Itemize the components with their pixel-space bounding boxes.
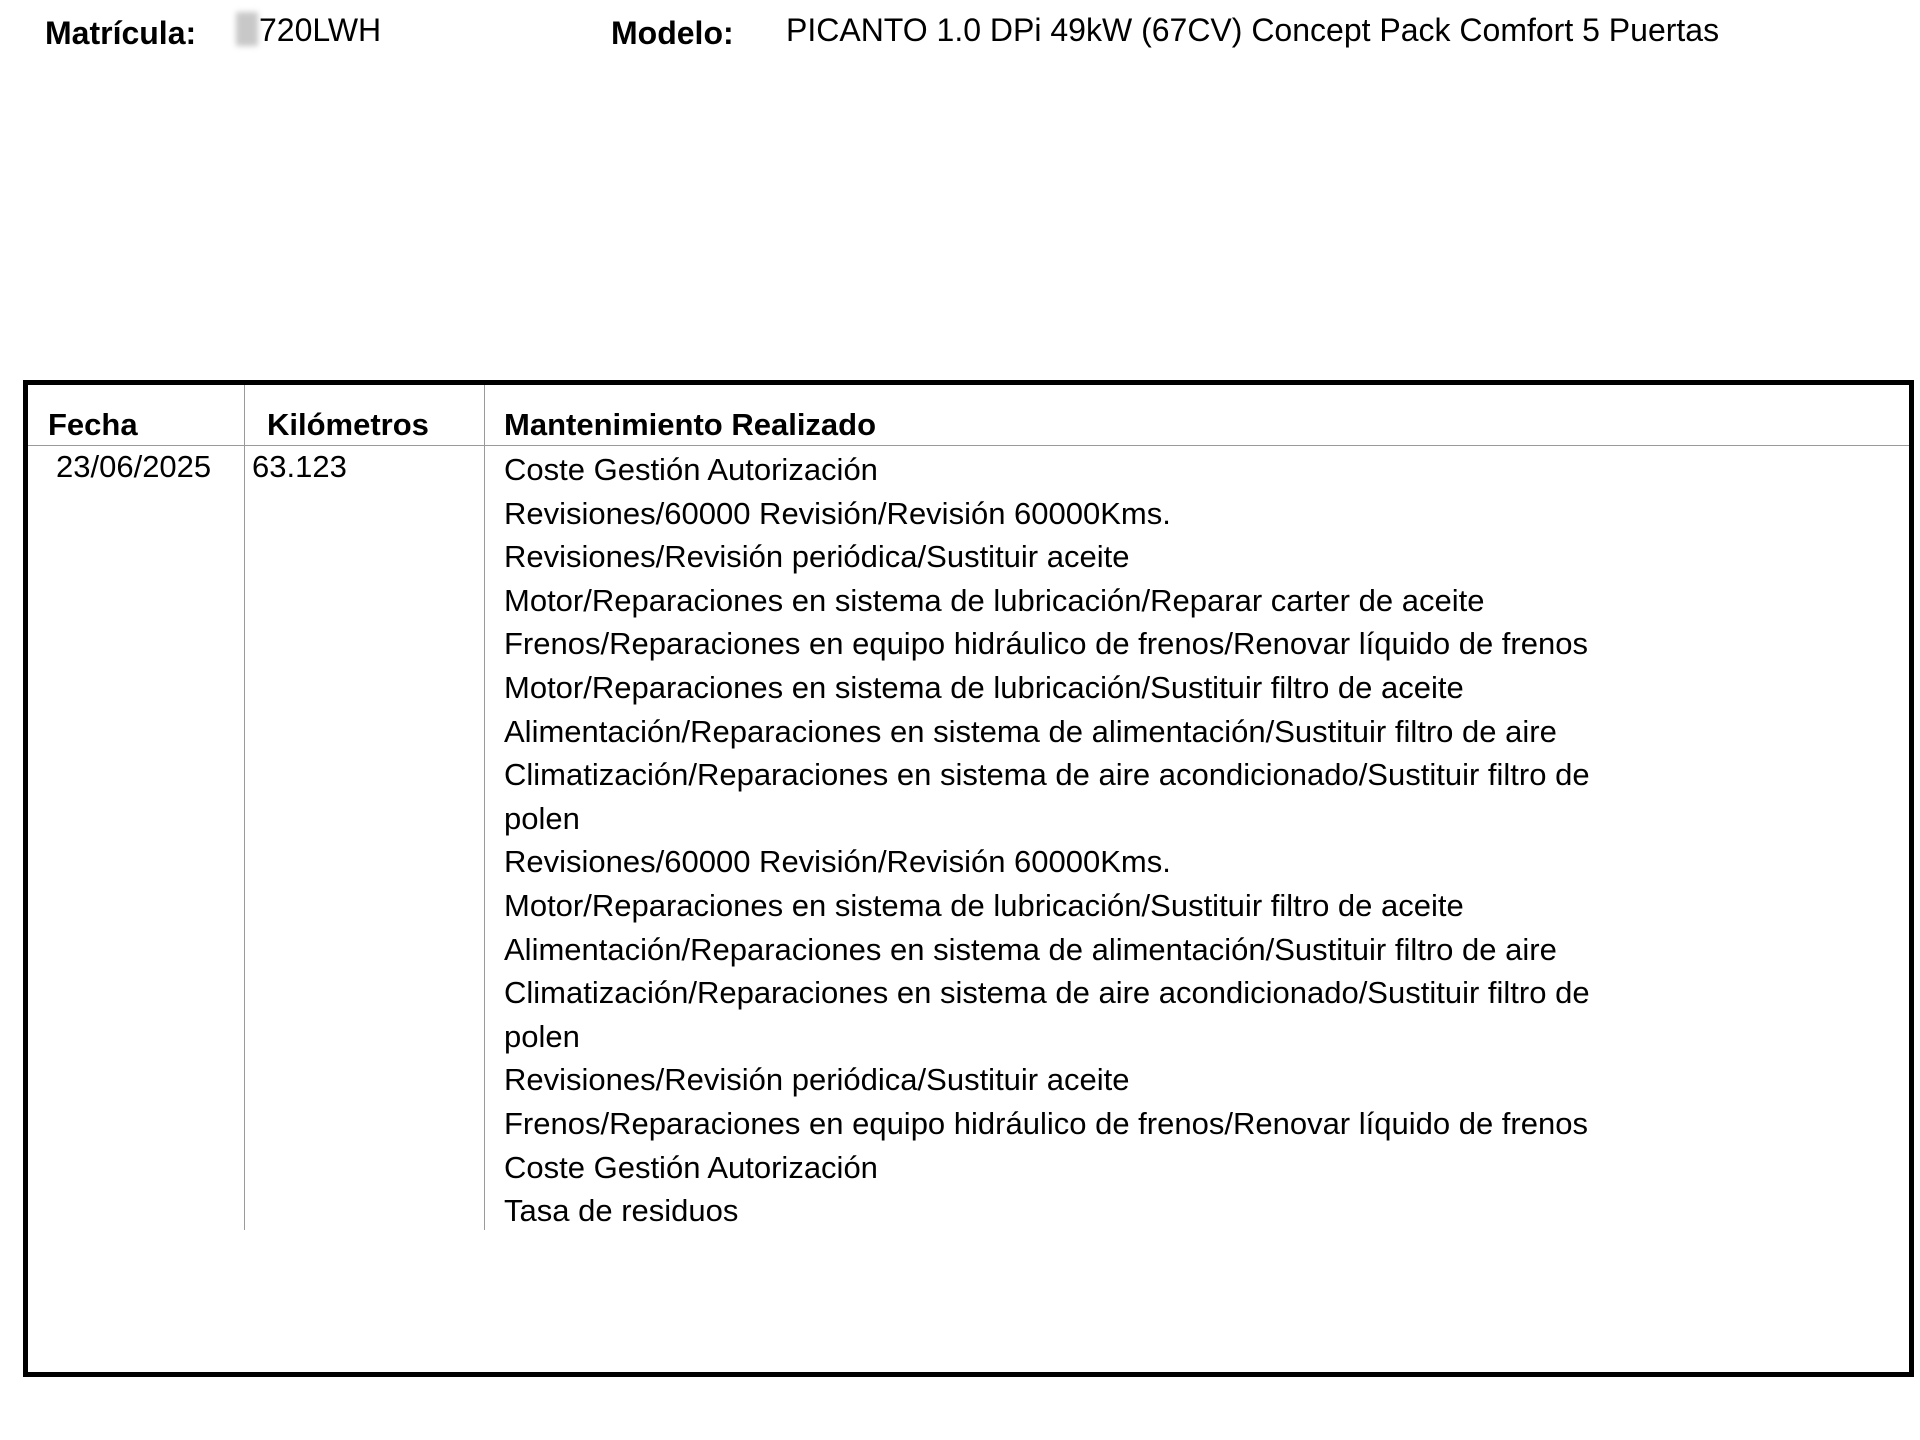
maintenance-table <box>23 380 1914 1377</box>
matricula-value: 720LWH <box>259 12 382 48</box>
maintenance-line: Revisiones/60000 Revisión/Revisión 60000Kms. <box>504 495 1171 531</box>
maintenance-line: Motor/Reparaciones en sistema de lubricación/Sustituir filtro de aceite <box>504 669 1464 705</box>
maintenance-line: Motor/Reparaciones en sistema de lubricación/Sustituir filtro de aceite <box>504 887 1464 923</box>
maintenance-line: Alimentación/Reparaciones en sistema de alimentación/Sustituir filtro de aire <box>504 713 1557 749</box>
column-header-mantenimiento: Mantenimiento Realizado <box>504 407 877 442</box>
maintenance-line: polen <box>504 800 580 836</box>
column-header-fecha: Fecha <box>48 407 138 442</box>
maintenance-line: Frenos/Reparaciones en equipo hidráulico de frenos/Renovar líquido de frenos <box>504 1105 1588 1141</box>
maintenance-line: Climatización/Reparaciones en sistema de aire acondicionado/Sustituir filtro de <box>504 757 1590 793</box>
column-header-kilometros: Kilómetros <box>267 407 429 442</box>
maintenance-line: Motor/Reparaciones en sistema de lubricación/Reparar carter de aceite <box>504 582 1485 618</box>
maintenance-line: Frenos/Reparaciones en equipo hidráulico de frenos/Renovar líquido de frenos <box>504 626 1588 662</box>
maintenance-line: polen <box>504 1018 580 1054</box>
maintenance-line: Tasa de residuos <box>504 1193 739 1229</box>
maintenance-line: Revisiones/Revisión periódica/Sustituir aceite <box>504 1062 1130 1098</box>
cell-kilometros: 63.123 <box>252 449 347 484</box>
maintenance-line: Climatización/Reparaciones en sistema de aire acondicionado/Sustituir filtro de <box>504 975 1590 1011</box>
column-divider <box>244 385 245 1230</box>
matricula-label: Matrícula: <box>45 15 197 51</box>
maintenance-line: Coste Gestión Autorización <box>504 1149 878 1185</box>
cell-fecha: 23/06/2025 <box>56 449 212 484</box>
modelo-value: PICANTO 1.0 DPi 49kW (67CV) Concept Pack Comfort 5 Puertas <box>786 12 1720 48</box>
maintenance-line: Revisiones/Revisión periódica/Sustituir aceite <box>504 539 1130 575</box>
modelo-label: Modelo: <box>611 15 734 51</box>
redacted-plate-prefix <box>236 12 258 46</box>
cell-mantenimiento <box>504 448 1684 1233</box>
maintenance-line: Alimentación/Reparaciones en sistema de alimentación/Sustituir filtro de aire <box>504 931 1557 967</box>
column-divider <box>484 385 485 1230</box>
maintenance-line: Coste Gestión Autorización <box>504 452 878 487</box>
maintenance-line: Revisiones/60000 Revisión/Revisión 60000Kms. <box>504 844 1171 880</box>
header-divider <box>28 445 1909 446</box>
